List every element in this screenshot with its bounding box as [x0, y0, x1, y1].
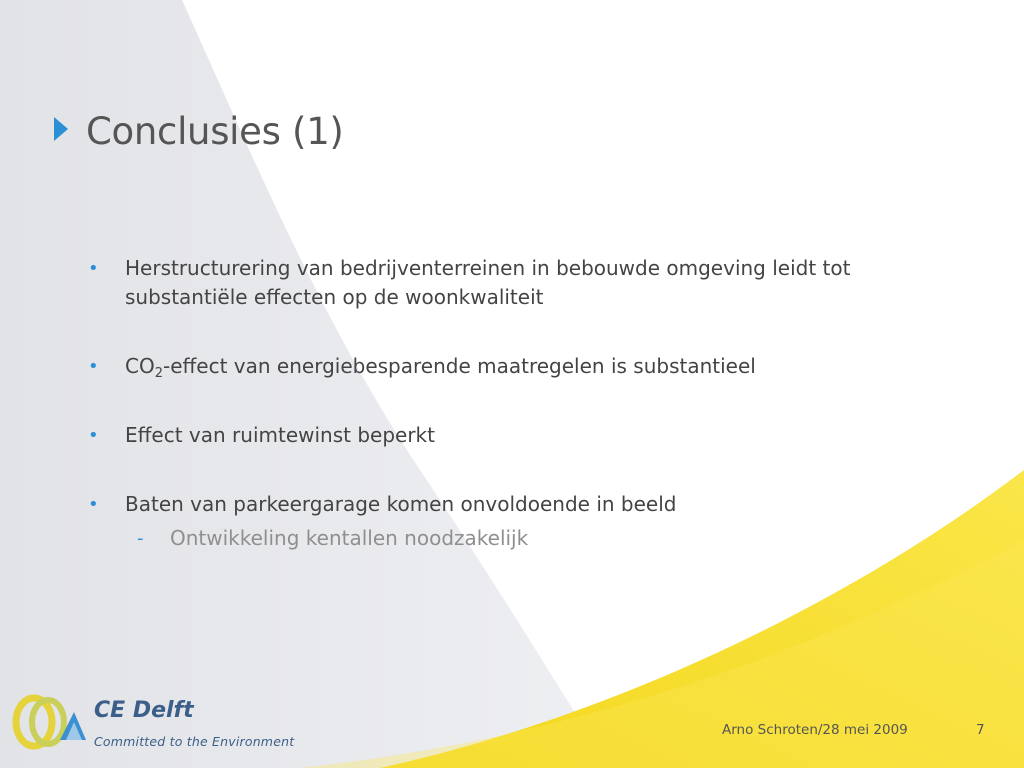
- ce-delft-logo: [12, 692, 302, 756]
- logo-tagline: Committed to the Environment: [94, 734, 295, 749]
- footer-author-date: Arno Schroten/28 mei 2009: [722, 722, 908, 738]
- logo-mark-icon: [12, 692, 94, 756]
- page-title: Conclusies (1): [86, 110, 344, 153]
- list-item: [88, 421, 968, 450]
- bullet-text-prefix: CO: [125, 354, 155, 378]
- bullet-text-subscript: 2: [154, 366, 163, 381]
- sub-bullet-dash-icon: -: [137, 528, 144, 549]
- bullet-text: Baten van parkeergarage komen onvoldoende in beeld: [125, 492, 677, 516]
- page-number: 7: [976, 722, 985, 738]
- list-item: [88, 490, 968, 552]
- title-row: [54, 110, 344, 153]
- title-triangle-icon: [54, 117, 68, 141]
- list-item: [88, 352, 968, 381]
- logo-brand: CE Delft: [94, 698, 194, 723]
- bullet-dot-icon: •: [88, 356, 99, 377]
- bullet-list: [88, 254, 968, 552]
- bullet-dot-icon: •: [88, 258, 99, 279]
- sub-bullet-text: Ontwikkeling kentallen noodzakelijk: [170, 526, 529, 550]
- bullet-text: Effect van ruimtewinst beperkt: [125, 423, 435, 447]
- bullet-dot-icon: •: [88, 425, 99, 446]
- sub-list-item: [125, 525, 968, 552]
- list-item: [88, 254, 968, 312]
- bullet-text-suffix: -effect van energiebesparende maatregelen is substantieel: [163, 354, 756, 378]
- bullet-dot-icon: •: [88, 494, 99, 515]
- bullet-text: Herstructurering van bedrijventerreinen in bebouwde omgeving leidt tot substantiële effecten op de woonkwaliteit: [125, 256, 851, 309]
